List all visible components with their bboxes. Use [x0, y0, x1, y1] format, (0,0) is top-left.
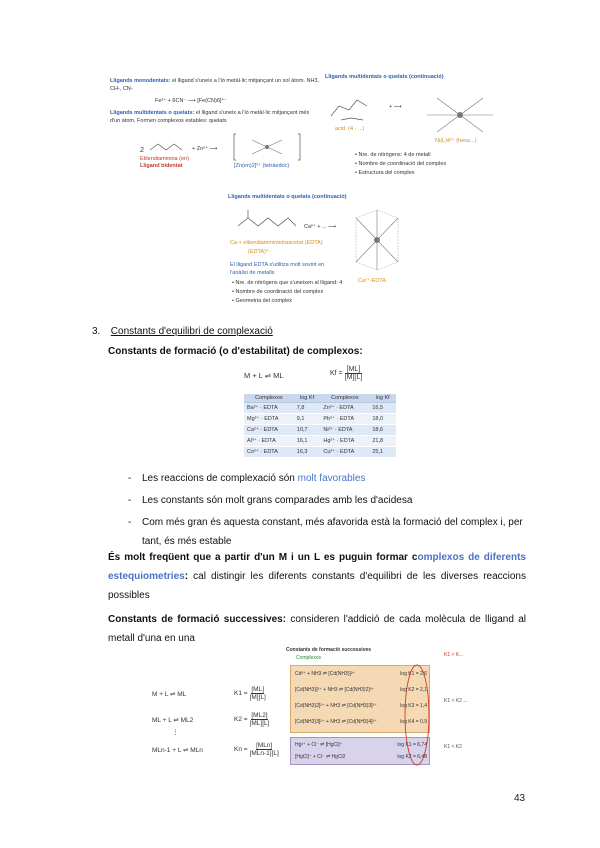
slide3-bullet-2: • Nombre de coordinació del complex: [232, 289, 324, 295]
slide3-note: El lligand EDTA s'utilitza molt sovint en l'anàlisi de metalls: [230, 262, 325, 276]
zn-en-complex-drawing: [232, 132, 302, 162]
succ-note-2: K1 < K2: [444, 744, 462, 750]
kf-header-2: log Kf: [294, 394, 321, 403]
list-item: - Les constants són molt grans comparades amb les d'acidesa: [128, 495, 413, 506]
slide1-bullet1: Lligands monodentats: el lligand s'uneix a l'ió metàl·lic mitjançant un sol àtom. NH3, CH-, CN-: [110, 78, 320, 92]
slide2-bullet-1: • Nre. de nitrògens: 4 de metall: [355, 152, 431, 158]
succ-reaction-2: ML + L ⇌ ML2: [152, 717, 194, 724]
en-label: Etilendiammina (en): [140, 156, 189, 162]
section-number: 3.: [92, 326, 101, 337]
page-number: 43: [514, 793, 526, 804]
section-title: Constants d'equilibri de complexació: [110, 326, 273, 337]
slide-multidentate-2: [325, 74, 505, 190]
slide1-eq2-arrow: + Zn²⁺ ⟶: [192, 146, 218, 152]
table-row: Cd²⁺ + NH3 ⇌ [Cd(NH3)]²⁺ log K1 = 2,6: [295, 671, 427, 677]
slide3-title: Lligands multidentats o quelats (continuació): [228, 194, 347, 200]
table-row: Mg²⁺ · EDTA 9,1 Pb²⁺ · EDTA 18,0: [244, 414, 396, 425]
table-row: [Cd(NH3)]²⁺ + NH3 ⇌ [Cd(NH3)2]²⁺ log K2 = 2,1: [295, 687, 427, 693]
list-item: - Les reaccions de complexació són molt favorables: [128, 473, 366, 484]
kf-table-header: [244, 394, 396, 403]
slide-edta: [228, 194, 408, 312]
succ-reaction-n: MLn-1 + L ⇌ MLn: [152, 747, 203, 754]
kf-slide: [222, 364, 400, 462]
ca-edta-complex-drawing: [346, 204, 408, 276]
red-highlight-circle: [402, 661, 432, 769]
succ-note-top: K1 > K...: [444, 652, 464, 658]
table-row: Al³⁺ · EDTA 16,1 Hg²⁺ · EDTA 21,8: [244, 436, 396, 447]
hexa-complex-drawing: [417, 88, 503, 142]
paragraph-successive: Constants de formació successives: consideren l'addició de cada molècula de lligand al metall d'una en una: [108, 614, 526, 644]
slide3-plus: Ca²⁺ + ... ⟶: [304, 224, 337, 230]
slide2-bullet-2: • Nombre de coordinació del complex: [355, 161, 447, 167]
edta-structure-drawing: [234, 208, 300, 244]
successive-equations: [150, 686, 280, 766]
ligand-structure-drawing: [327, 92, 387, 124]
slide1-bullet2: Lligands multidentats o quelats: el lligand s'uneix a l'ió metàl·lic mitjançant més d'un àtom. Formen complexos estables: quelats: [110, 110, 310, 124]
table-row: [Cd(NH3)3]²⁺ + NH3 ⇌ [Cd(NH3)4]²⁺ log K4 = 0,9: [295, 719, 427, 725]
succ-table-subtitle: Complexos: [296, 655, 322, 661]
slide2-plus: + ⟶: [389, 104, 402, 110]
succ-reaction-1: M + L ⇌ ML: [152, 691, 187, 698]
slide3-bullet-1: • Nre. de nitrògens que s'uneixen al lligand: 4: [232, 280, 343, 286]
table-row: [HgCl]⁺ + Cl⁻ ⇌ HgCl2 log K2 = 6,48: [295, 754, 427, 760]
en-structure-drawing: [148, 140, 188, 154]
section-heading: [92, 322, 273, 341]
table-row: Co²⁺ · EDTA 16,3 Cu²⁺ · EDTA 25,1: [244, 447, 396, 458]
table-row: Ca²⁺ · EDTA 10,7 Ni²⁺ · EDTA 18,6: [244, 425, 396, 436]
succ-dots: ⋮: [172, 729, 179, 736]
slide3-ligand-label: Ca + etilendiammintetraacetat (EDTA): [230, 240, 323, 246]
slide2-right-label: Ni(L)4²⁺ (hexa...): [435, 138, 477, 144]
en-sublabel: Lligand bidentat: [140, 163, 183, 169]
list-item: - Com més gran és aquesta constant, més afavorida està la formació del complex i, per tant, és més estable: [128, 517, 523, 547]
table-row: [Cd(NH3)2]²⁺ + NH3 ⇌ [Cd(NH3)3]²⁺ log K3 = 1,4: [295, 703, 427, 709]
slide1-eq2-coef: 2: [140, 147, 144, 154]
kf-header-1: Complexos: [244, 394, 294, 403]
successive-table-slide: [284, 647, 444, 769]
table-row: Ba²⁺ · EDTA 7,8 Zn²⁺ · EDTA 16,5: [244, 403, 396, 414]
slide3-corner-label: Ca²⁺-EDTA: [358, 278, 386, 284]
paragraph-stoichiometries: És molt freqüent que a partir d'un M i un L es puguin formar complexos de diferents estequiometries: cal distingir les diferents constants d'equilibri de les diverses reaccions possibles: [108, 552, 526, 601]
dash-bullet-list: [128, 469, 528, 551]
zn-en-label: [Zn(en)2]²⁺ (tetràedric): [234, 163, 290, 169]
slide-monodentate: [110, 74, 325, 179]
succ-table-title: Constants de formació successives: [286, 647, 372, 653]
succ-annotations: [444, 652, 484, 772]
table-row: Hg²⁺ + Cl⁻ ⇌ [HgCl]⁺ log K1 = 6,74: [295, 742, 427, 748]
kf-header-4: log Kf: [369, 394, 396, 403]
slide2-left-label: acid. (4 - ...): [335, 126, 365, 132]
slide1-eq1: Fe²⁺ + 6CN⁻ ⟶ [Fe(CN)6]⁴⁻: [155, 98, 227, 104]
succ-k1: K1 = $\frac{[ML]}{[M][L]}$: [234, 686, 266, 701]
succ-kn: Kn = [MLn] [MLn-1][L]: [234, 742, 279, 757]
slide2-bullet-3: • Estructura del complex: [355, 170, 415, 176]
kf-table: [244, 394, 396, 458]
kf-expression: Kf = $\frac{[ML]}{[M][L]}$: [330, 366, 363, 381]
kf-header-3: Complexos: [320, 394, 369, 403]
slide3-bullet-3: • Geometria del complex: [232, 298, 293, 304]
kf-reaction: M + L ⇌ ML: [244, 371, 284, 380]
succ-note-1: K1 > K2 ...: [444, 698, 468, 704]
slide3-ligand-sub: (EDTA)⁴⁻: [248, 249, 272, 255]
section-subtitle: Constants de formació (o d'estabilitat) de complexos:: [108, 346, 363, 357]
succ-k2: K2 = $\frac{[ML2]}{[ML][L]}$: [234, 712, 270, 727]
slide2-title: Lligands multidentats o quelats (continuació): [325, 74, 444, 80]
